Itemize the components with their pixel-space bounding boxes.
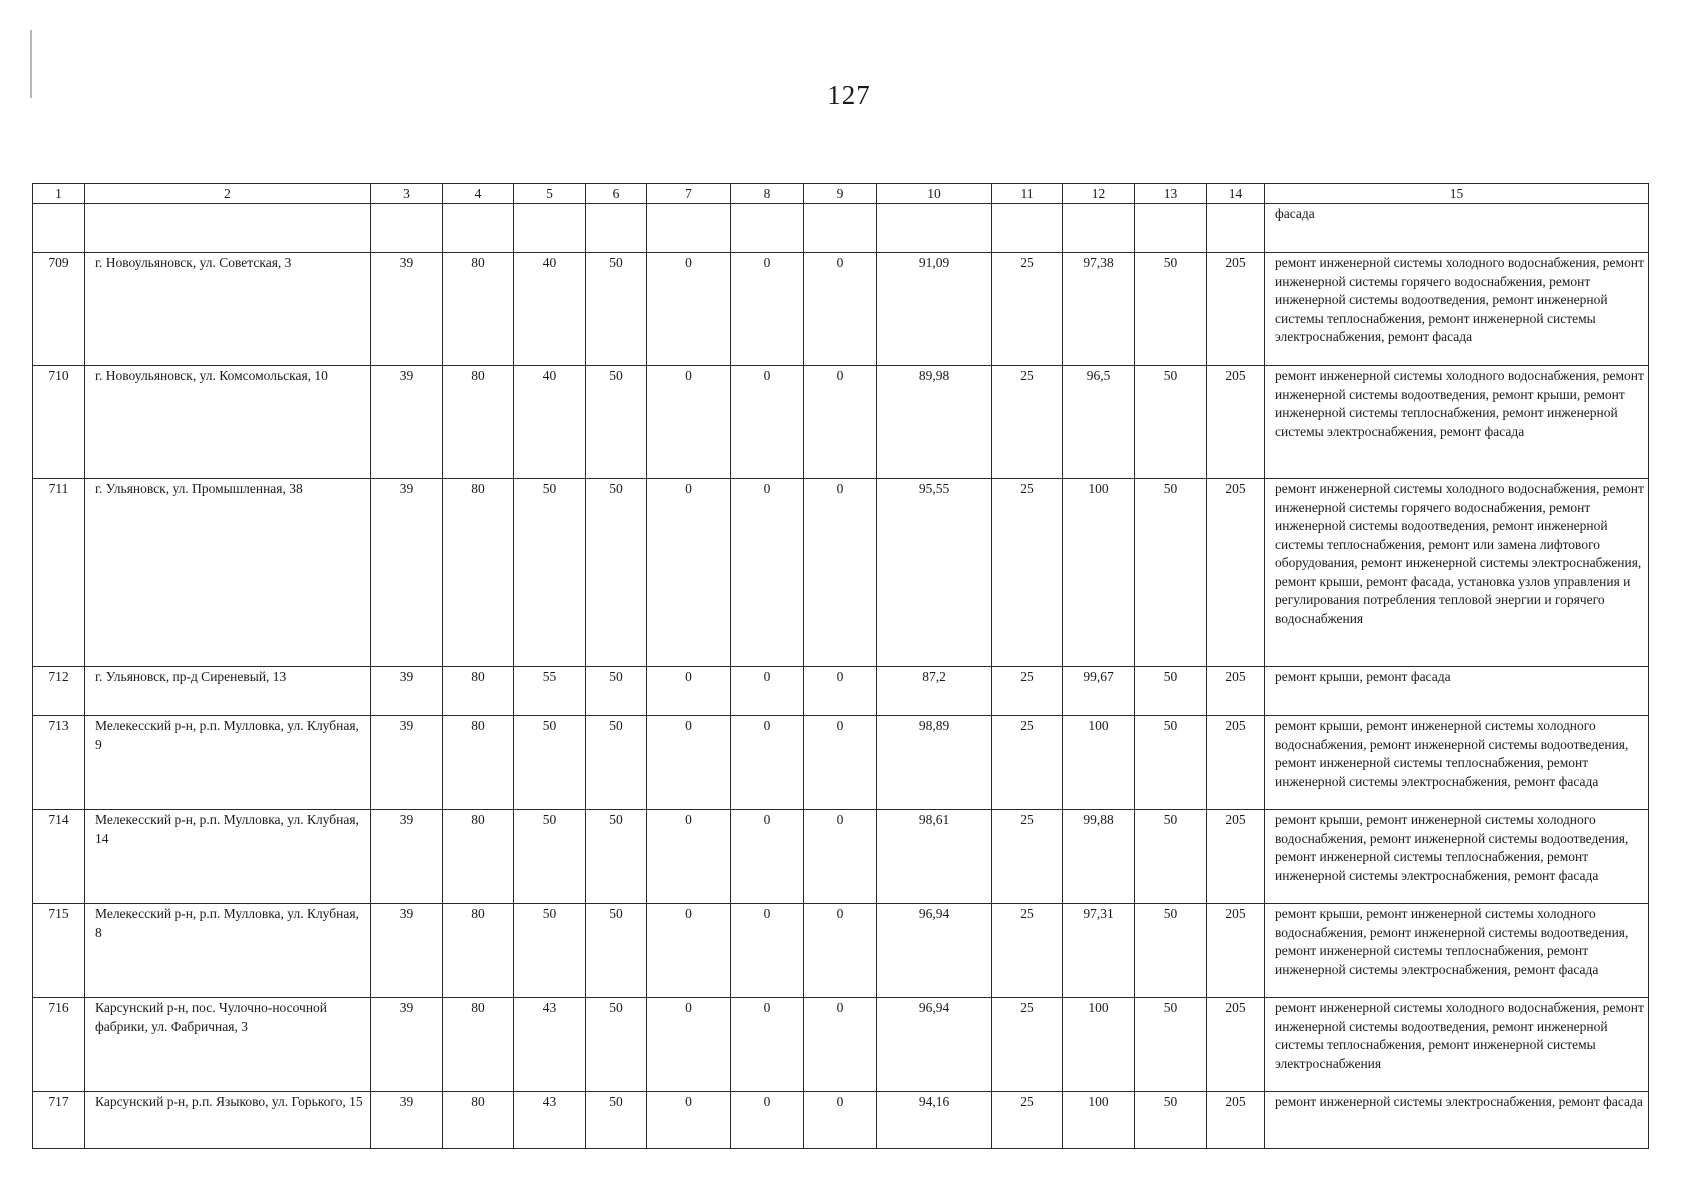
value-cell-col7: 0: [647, 479, 731, 667]
address-cell: г. Новоульяновск, ул. Советская, 3: [85, 253, 371, 366]
value-cell-col7: 0: [647, 716, 731, 810]
table-row: [33, 479, 1649, 667]
address-cell: г. Новоульяновск, ул. Комсомольская, 10: [85, 366, 371, 479]
value-cell-col12: 97,38: [1063, 253, 1135, 366]
value-cell-col3: 39: [371, 667, 443, 716]
value-cell-col9: 0: [804, 716, 877, 810]
row-number-cell: 709: [33, 253, 85, 366]
value-cell-col9: 0: [804, 998, 877, 1092]
value-cell-col10: 87,2: [877, 667, 992, 716]
value-cell-col6: 50: [586, 716, 647, 810]
column-header: 10: [877, 184, 992, 204]
value-cell-col4: 80: [443, 998, 514, 1092]
works-cell: ремонт инженерной системы холодного водоснабжения, ремонт инженерной системы горячего водоснабжения, ремонт инженерной системы водоотведения, ремонт инженерной системы теплоснабжения, ремонт или замена лифтового оборудования, ремонт инженерной системы электроснабжения, ремонт крыши, ремонт фасада, установка узлов управления и регулирования потребления тепловой энергии и горячего водоснабжения: [1265, 479, 1649, 667]
value-cell-col11: 25: [992, 1092, 1063, 1149]
value-cell-col9: 0: [804, 810, 877, 904]
column-header: 2: [85, 184, 371, 204]
row-number-cell: 717: [33, 1092, 85, 1149]
value-cell-col14: 205: [1207, 904, 1265, 998]
value-cell-col8: 0: [731, 667, 804, 716]
address-cell: Карсунский р-н, пос. Чулочно-носочной фабрики, ул. Фабричная, 3: [85, 998, 371, 1092]
value-cell-col10: 91,09: [877, 253, 992, 366]
row-number-cell: 714: [33, 810, 85, 904]
value-cell-col12: 100: [1063, 479, 1135, 667]
value-cell-col10: 94,16: [877, 1092, 992, 1149]
value-cell-col7: 0: [647, 1092, 731, 1149]
value-cell-col9: 0: [804, 366, 877, 479]
value-cell-col7: 0: [647, 904, 731, 998]
works-cell: ремонт крыши, ремонт инженерной системы холодного водоснабжения, ремонт инженерной системы водоотведения, ремонт инженерной системы теплоснабжения, ремонт инженерной системы электроснабжения, ремонт фасада: [1265, 716, 1649, 810]
value-cell-col8: 0: [731, 998, 804, 1092]
table-row: [33, 716, 1649, 810]
row-number-cell: 713: [33, 716, 85, 810]
value-cell-col5: 40: [514, 366, 586, 479]
value-cell-col13: 50: [1135, 716, 1207, 810]
value-cell-col8: 0: [731, 810, 804, 904]
value-cell-col6: 50: [586, 1092, 647, 1149]
works-cell: ремонт инженерной системы холодного водоснабжения, ремонт инженерной системы горячего водоснабжения, ремонт инженерной системы водоотведения, ремонт инженерной системы теплоснабжения, ремонт инженерной системы электроснабжения, ремонт фасада: [1265, 253, 1649, 366]
value-cell-col5: 43: [514, 1092, 586, 1149]
value-cell-col6: 50: [586, 998, 647, 1092]
column-header: 4: [443, 184, 514, 204]
value-cell-col11: 25: [992, 366, 1063, 479]
value-cell-col6: 50: [586, 667, 647, 716]
value-cell-col5: 40: [514, 253, 586, 366]
value-cell-col10: 96,94: [877, 998, 992, 1092]
value-cell-col3: 39: [371, 904, 443, 998]
value-cell-col4: 80: [443, 810, 514, 904]
value-cell-col10: 95,55: [877, 479, 992, 667]
address-cell: Мелекесский р-н, р.п. Мулловка, ул. Клубная, 14: [85, 810, 371, 904]
works-cell: ремонт инженерной системы холодного водоснабжения, ремонт инженерной системы водоотведения, ремонт крыши, ремонт инженерной системы теплоснабжения, ремонт инженерной системы электроснабжения, ремонт фасада: [1265, 366, 1649, 479]
value-cell-col14: 205: [1207, 366, 1265, 479]
value-cell-col13: 50: [1135, 810, 1207, 904]
value-cell-col8: 0: [731, 479, 804, 667]
table-row: [33, 810, 1649, 904]
continuation-row: [33, 204, 1649, 253]
value-cell-col12: 100: [1063, 998, 1135, 1092]
value-cell-col8: 0: [731, 253, 804, 366]
value-cell-col5: 50: [514, 716, 586, 810]
value-cell-col5: 50: [514, 479, 586, 667]
value-cell-col6: 50: [586, 810, 647, 904]
works-cell: ремонт крыши, ремонт инженерной системы холодного водоснабжения, ремонт инженерной системы водоотведения, ремонт инженерной системы теплоснабжения, ремонт инженерной системы электроснабжения, ремонт фасада: [1265, 810, 1649, 904]
column-header: 11: [992, 184, 1063, 204]
value-cell-col3: 39: [371, 998, 443, 1092]
value-cell-col4: 80: [443, 904, 514, 998]
value-cell-col11: 25: [992, 253, 1063, 366]
value-cell-col13: 50: [1135, 479, 1207, 667]
value-cell-col13: 50: [1135, 1092, 1207, 1149]
value-cell-col13: 50: [1135, 998, 1207, 1092]
value-cell-col14: 205: [1207, 998, 1265, 1092]
value-cell-col12: 99,67: [1063, 667, 1135, 716]
value-cell-col3: 39: [371, 366, 443, 479]
value-cell-col14: 205: [1207, 1092, 1265, 1149]
column-header: 8: [731, 184, 804, 204]
value-cell-col9: 0: [804, 667, 877, 716]
column-header: 1: [33, 184, 85, 204]
address-cell: Карсунский р-н, р.п. Языково, ул. Горького, 15: [85, 1092, 371, 1149]
value-cell-col13: 50: [1135, 667, 1207, 716]
value-cell-col10: 96,94: [877, 904, 992, 998]
address-cell: Мелекесский р-н, р.п. Мулловка, ул. Клубная, 9: [85, 716, 371, 810]
value-cell-col11: 25: [992, 998, 1063, 1092]
value-cell-col9: 0: [804, 904, 877, 998]
table-row: [33, 366, 1649, 479]
value-cell-col9: 0: [804, 479, 877, 667]
column-header: 9: [804, 184, 877, 204]
table-row: [33, 998, 1649, 1092]
page-number: 127: [827, 80, 871, 110]
value-cell-col5: 43: [514, 998, 586, 1092]
value-cell-col13: 50: [1135, 253, 1207, 366]
value-cell-col4: 80: [443, 1092, 514, 1149]
column-header: 6: [586, 184, 647, 204]
value-cell-col6: 50: [586, 479, 647, 667]
value-cell-col4: 80: [443, 366, 514, 479]
value-cell-col8: 0: [731, 1092, 804, 1149]
value-cell-col12: 97,31: [1063, 904, 1135, 998]
column-header: 12: [1063, 184, 1135, 204]
works-cell: ремонт инженерной системы холодного водоснабжения, ремонт инженерной системы водоотведения, ремонт инженерной системы теплоснабжения, ремонт инженерной системы электроснабжения: [1265, 998, 1649, 1092]
value-cell-col3: 39: [371, 716, 443, 810]
row-number-cell: 710: [33, 366, 85, 479]
value-cell-col4: 80: [443, 667, 514, 716]
table-body: [33, 253, 1649, 1149]
value-cell-col13: 50: [1135, 366, 1207, 479]
value-cell-col14: 205: [1207, 716, 1265, 810]
row-number-cell: 715: [33, 904, 85, 998]
value-cell-col14: 205: [1207, 479, 1265, 667]
value-cell-col13: 50: [1135, 904, 1207, 998]
value-cell-col4: 80: [443, 253, 514, 366]
value-cell-col7: 0: [647, 667, 731, 716]
column-header: 3: [371, 184, 443, 204]
value-cell-col10: 98,89: [877, 716, 992, 810]
value-cell-col11: 25: [992, 904, 1063, 998]
value-cell-col14: 205: [1207, 667, 1265, 716]
works-cell: ремонт инженерной системы электроснабжения, ремонт фасада: [1265, 1092, 1649, 1149]
value-cell-col3: 39: [371, 810, 443, 904]
value-cell-col8: 0: [731, 366, 804, 479]
column-header: 13: [1135, 184, 1207, 204]
value-cell-col12: 96,5: [1063, 366, 1135, 479]
value-cell-col7: 0: [647, 810, 731, 904]
value-cell-col11: 25: [992, 810, 1063, 904]
value-cell-col10: 98,61: [877, 810, 992, 904]
works-table: [32, 183, 1649, 1149]
value-cell-col14: 205: [1207, 253, 1265, 366]
works-cell: ремонт крыши, ремонт фасада: [1265, 667, 1649, 716]
value-cell-col11: 25: [992, 667, 1063, 716]
table-row: [33, 1092, 1649, 1149]
value-cell-col9: 0: [804, 1092, 877, 1149]
value-cell-col6: 50: [586, 366, 647, 479]
row-number-cell: 716: [33, 998, 85, 1092]
value-cell-col3: 39: [371, 1092, 443, 1149]
works-cell: ремонт крыши, ремонт инженерной системы холодного водоснабжения, ремонт инженерной системы водоотведения, ремонт инженерной системы теплоснабжения, ремонт инженерной системы электроснабжения, ремонт фасада: [1265, 904, 1649, 998]
value-cell-col6: 50: [586, 904, 647, 998]
row-number-cell: 711: [33, 479, 85, 667]
column-header: 7: [647, 184, 731, 204]
value-cell-col11: 25: [992, 479, 1063, 667]
value-cell-col5: 50: [514, 810, 586, 904]
value-cell-col6: 50: [586, 253, 647, 366]
row-number-cell: 712: [33, 667, 85, 716]
value-cell-col10: 89,98: [877, 366, 992, 479]
table-row: [33, 253, 1649, 366]
address-cell: г. Ульяновск, ул. Промышленная, 38: [85, 479, 371, 667]
value-cell-col5: 55: [514, 667, 586, 716]
value-cell-col3: 39: [371, 253, 443, 366]
table-row: [33, 904, 1649, 998]
value-cell-col12: 100: [1063, 716, 1135, 810]
value-cell-col9: 0: [804, 253, 877, 366]
value-cell-col11: 25: [992, 716, 1063, 810]
value-cell-col7: 0: [647, 253, 731, 366]
column-header: 5: [514, 184, 586, 204]
value-cell-col7: 0: [647, 998, 731, 1092]
value-cell-col4: 80: [443, 479, 514, 667]
value-cell-col12: 100: [1063, 1092, 1135, 1149]
column-header: 15: [1265, 184, 1649, 204]
table-row: [33, 667, 1649, 716]
value-cell-col3: 39: [371, 479, 443, 667]
value-cell-col8: 0: [731, 716, 804, 810]
value-cell-col14: 205: [1207, 810, 1265, 904]
works-cell: фасада: [1265, 204, 1649, 253]
value-cell-col12: 99,88: [1063, 810, 1135, 904]
value-cell-col5: 50: [514, 904, 586, 998]
column-header: 14: [1207, 184, 1265, 204]
value-cell-col7: 0: [647, 366, 731, 479]
value-cell-col4: 80: [443, 716, 514, 810]
address-cell: Мелекесский р-н, р.п. Мулловка, ул. Клубная, 8: [85, 904, 371, 998]
column-number-row: [33, 184, 1649, 204]
value-cell-col8: 0: [731, 904, 804, 998]
address-cell: г. Ульяновск, пр-д Сиреневый, 13: [85, 667, 371, 716]
